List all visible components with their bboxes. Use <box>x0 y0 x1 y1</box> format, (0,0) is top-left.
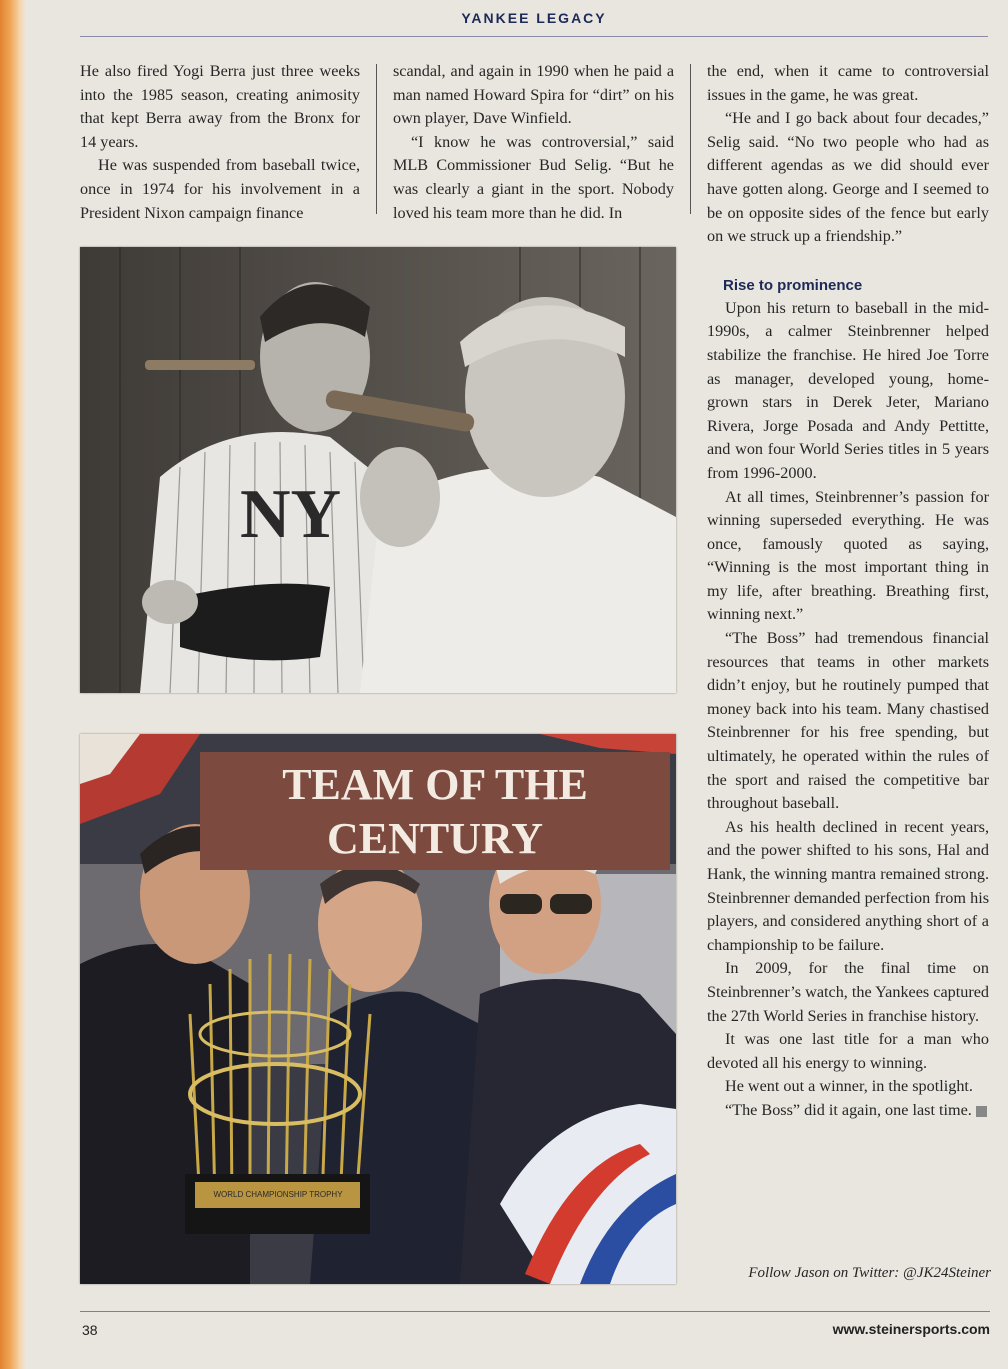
photo-steinbrenner-cigars <box>80 247 676 693</box>
photo-illustration <box>80 247 676 693</box>
banner-line-1: TEAM OF THE <box>282 760 588 809</box>
paragraph: At all times, Steinbrenner’s passion for winning superseded everything. He was once, famously quoted as saying, “Winning is the most important thing in my life, after breathing. Breathing first, winning next.” <box>707 487 989 624</box>
text-column-3 <box>707 60 989 1123</box>
paragraph: scandal, and again in 1990 when he paid a man named Howard Spira for “dirt” on his own player, Dave Winfield. <box>393 62 674 128</box>
page-number: 38 <box>82 1322 98 1338</box>
paragraph: the end, when it came to controversial issues in the game, he was great. <box>707 62 989 104</box>
paragraph: He went out a winner, in the spotlight. <box>725 1077 973 1096</box>
photo-team-of-the-century <box>80 734 676 1284</box>
text-column-2 <box>393 60 674 225</box>
end-mark-icon <box>976 1106 987 1117</box>
twitter-credit: Follow Jason on Twitter: @JK24Steiner <box>748 1265 991 1281</box>
text-column-1 <box>80 60 360 225</box>
section-heading: Rise to prominence <box>723 276 863 294</box>
column-divider <box>690 64 691 214</box>
paragraph: “He and I go back about four decades,” Selig said. “No two people who had as different agendas as we did should ever have gotten along. George and I seemed to be on opposite sides of the fence but early on we struck up a friendship.” <box>707 109 989 246</box>
paragraph: Upon his return to baseball in the mid-1990s, a calmer Steinbrenner helped stabilize the franchise. He hired Joe Torre as manager, developed young, home-grown stars in Derek Jeter, Mariano Rivera, Jorge Posada and Andy Pettitte, and won four World Series titles in 5 years from 1996-2000. <box>707 298 989 482</box>
paragraph-text: “The Boss” did it again, one last time. <box>725 1100 972 1119</box>
paragraph: He also fired Yogi Berra just three weeks into the 1985 season, creating animosity that kept Berra away from the Bronx for 14 years. <box>80 62 360 151</box>
magazine-spine <box>0 0 26 1369</box>
paragraph-final <box>707 1099 989 1123</box>
team-of-the-century-banner <box>200 752 670 870</box>
column-divider <box>376 64 377 214</box>
svg-text:NY: NY <box>240 476 342 553</box>
paragraph: In 2009, for the final time on Steinbrenner’s watch, the Yankees captured the 27th World Series in franchise history. <box>707 959 989 1025</box>
paragraph: “The Boss” had tremendous financial resources that teams in other markets didn’t enjoy, but he routinely pumped that money back into his team. Many chastised Steinbrenner for his free spending, but ultimately, he operated within the rules of the sport and raised the competitive bar throughout baseball. <box>707 629 989 813</box>
running-header <box>80 10 988 37</box>
footer-rule <box>80 1311 990 1312</box>
banner-line-2: CENTURY <box>326 814 544 863</box>
paragraph: “I know he was controversial,” said MLB Commissioner Bud Selig. “But he was clearly a giant in the sport. Nobody loved his team more than he did. In <box>393 132 674 222</box>
website-url: www.steinersports.com <box>832 1321 990 1337</box>
trophy-plate: WORLD CHAMPIONSHIP TROPHY <box>213 1190 343 1199</box>
paragraph: He was suspended from baseball twice, once in 1974 for his involvement in a President Nixon campaign finance <box>80 156 360 222</box>
paragraph: As his health declined in recent years, and the power shifted to his sons, Hal and Hank, the winning mantra remained strong. Steinbrenner demanded perfection from his players, and considered anything short of a championship to be failure. <box>707 817 989 954</box>
section-title: YANKEE LEGACY <box>461 10 607 26</box>
paragraph: It was one last title for a man who devoted all his energy to winning. <box>707 1030 989 1072</box>
